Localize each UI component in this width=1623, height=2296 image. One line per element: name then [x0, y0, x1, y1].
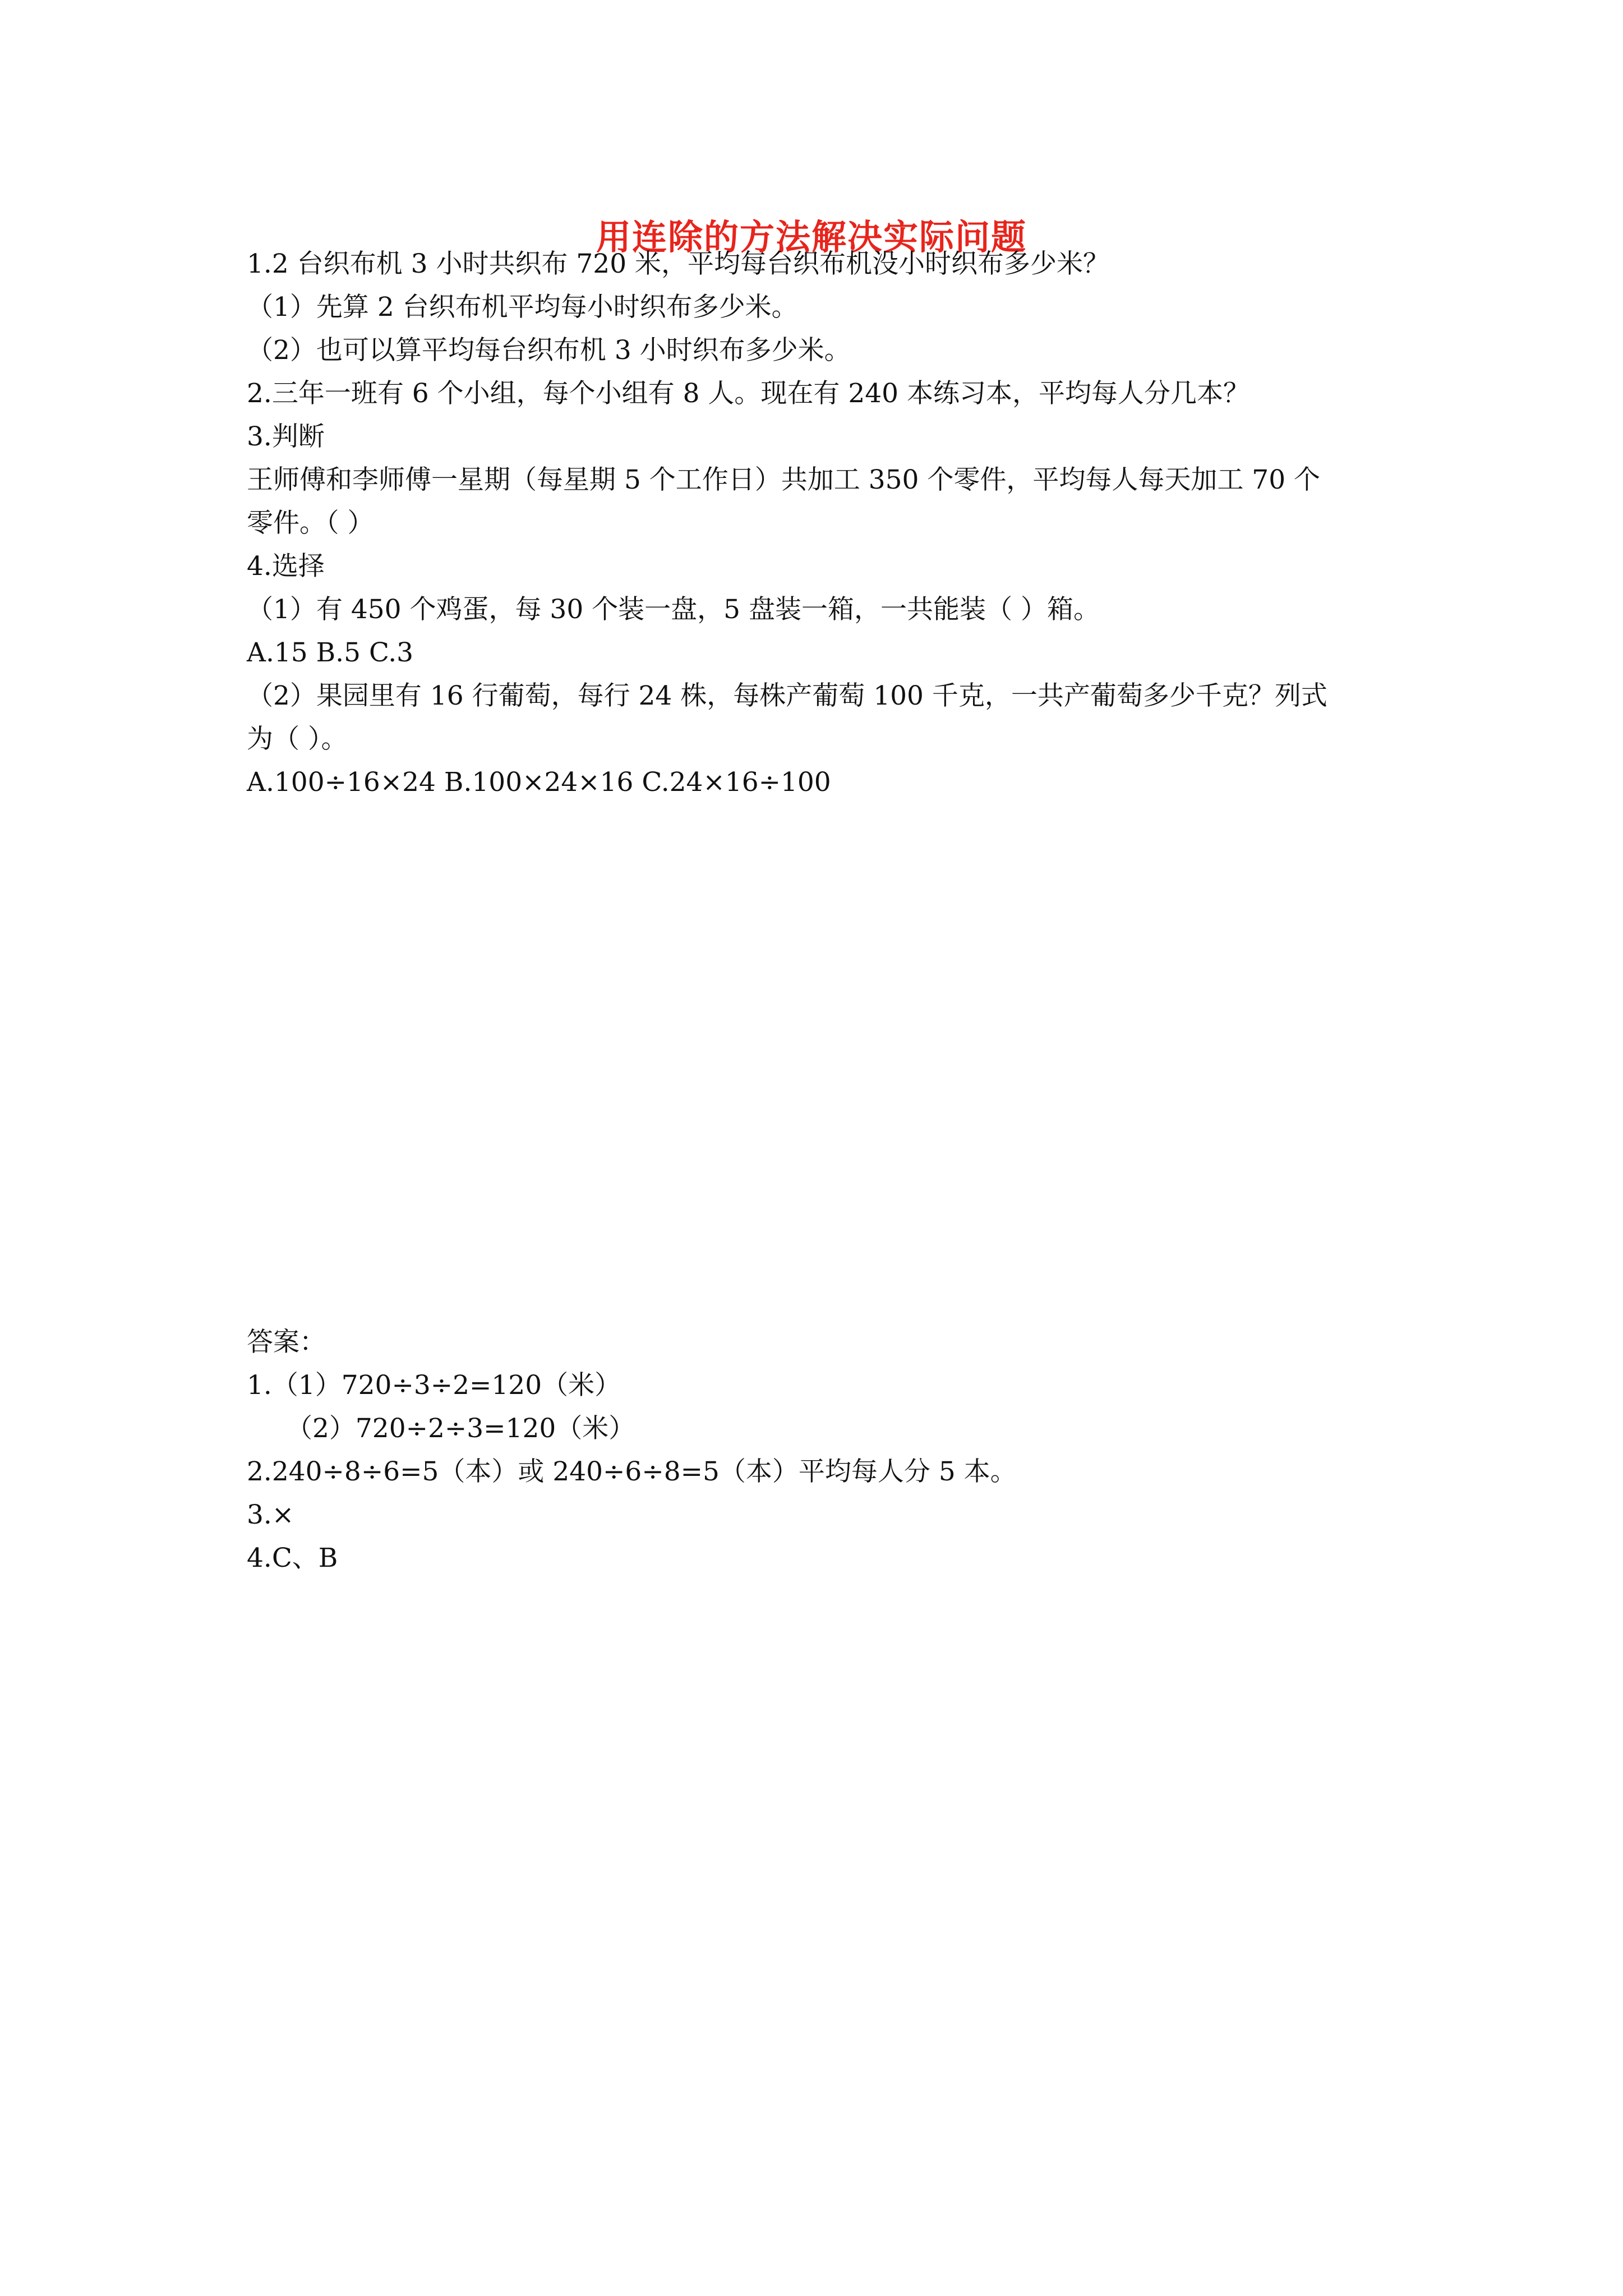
question-1-part-1: （1）先算 2 台织布机平均每小时织布多少米。 — [247, 292, 798, 323]
answer-1-part-2: （2）720÷2÷3=120（米） — [286, 1413, 635, 1444]
question-3-line-1: 王师傅和李师傅一星期（每星期 5 个工作日）共加工 350 个零件，平均每人每天加工 70 个 — [247, 464, 1321, 495]
question-1: 1.2 台织布机 3 小时共织布 720 米，平均每台织布机没小时织布多少米？ — [247, 249, 1110, 279]
question-1-part-2: （2）也可以算平均每台织布机 3 小时织布多少米。 — [247, 335, 851, 366]
question-4-heading: 4.选择 — [247, 551, 325, 582]
question-4-part-2-options: A.100÷16×24 B.100×24×16 C.24×16÷100 — [247, 767, 831, 798]
answer-3: 3.× — [247, 1499, 294, 1530]
question-3-line-2: 零件。（ ） — [247, 508, 374, 539]
answers-heading: 答案： — [247, 1327, 326, 1358]
question-4-part-1-options: A.15 B.5 C.3 — [247, 637, 414, 668]
answer-1-part-1: 1.（1）720÷3÷2=120（米） — [247, 1370, 621, 1401]
question-4-part-2-line-1: （2）果园里有 16 行葡萄，每行 24 株，每株产葡萄 100 千克，一共产葡萄多少千克？列式 — [247, 680, 1327, 711]
answer-2: 2.240÷8÷6=5（本）或 240÷6÷8=5（本）平均每人分 5 本。 — [247, 1456, 1017, 1487]
document-title: 用连除的方法解决实际问题 — [596, 217, 1027, 257]
answer-4: 4.C、B — [247, 1543, 338, 1573]
question-3-heading: 3.判断 — [247, 421, 325, 452]
question-2: 2.三年一班有 6 个小组，每个小组有 8 人。现在有 240 本练习本，平均每人分几本？ — [247, 378, 1249, 409]
question-4-part-1: （1）有 450 个鸡蛋，每 30 个装一盘，5 盘装一箱，一共能装（ ）箱。 — [247, 594, 1100, 625]
question-4-part-2-line-2: 为（ ）。 — [247, 724, 348, 754]
